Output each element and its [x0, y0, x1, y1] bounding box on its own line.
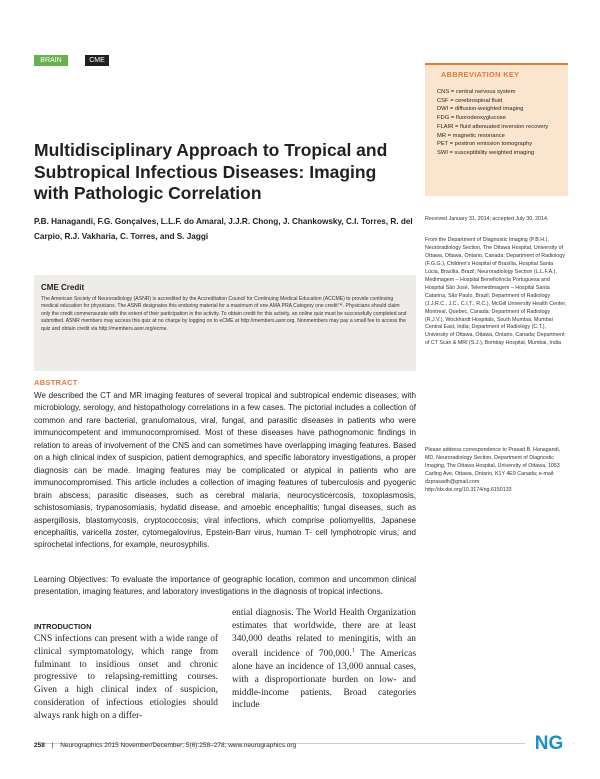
footer-citation: Neurographics 2015 November/December; 5(6):258–278; www.neurographics.org [60, 742, 297, 749]
cme-credit-box [34, 275, 416, 371]
abstract-heading: ABSTRACT [34, 378, 78, 387]
logo-text: NG [534, 733, 564, 753]
doi-link[interactable]: http://dx.doi.org/10.3174/ng.6150133 [425, 486, 512, 493]
intro-column-2 [232, 607, 416, 712]
abbreviation-item: CNS = central nervous system [437, 89, 516, 95]
received-dates: Received January 31, 2014; accepted July 30, 2014. [425, 216, 549, 222]
abbreviation-key-box [425, 63, 568, 196]
introduction-heading: INTRODUCTION [34, 622, 92, 631]
intro-col2-text-a: ential diagnosis. The World Health Organization estimates that worldwide, there are at least 340,000 deaths related to meningitis, with an overall incidence of 700,000. [232, 608, 416, 660]
abbreviation-list [425, 79, 568, 158]
abbreviation-item: MR = magnetic resonance [437, 132, 505, 139]
cme-credit-title: CME Credit [41, 283, 85, 292]
abbreviation-item: PET = positron emission tomography [437, 141, 533, 148]
abbreviation-item: CSF = cerebrospinal fluid [437, 97, 503, 104]
correspondence-block [425, 447, 567, 495]
abbreviation-item: FDG = fluorodeoxyglucose [437, 115, 506, 122]
abbreviation-key-heading: ABBREVIATION KEY [441, 70, 520, 79]
cme-tag: CME [85, 55, 109, 66]
correspondence-text: Please address correspondence to Prasad B. Hanagandi, MD, Neuroradiology Section, Department of Diagnostic Imaging, The Ottawa Hospital, University of Ottawa, 1053 Carling Ave, Ottawa, Ontario, K1Y 4E9 Canada; e-mail: dzprasadh@gmail.com [425, 447, 561, 485]
author-list: P.B. Hanagandi, F.G. Gonçalves, L.L.F. do Amaral, J.J.R. Chong, J. Chankowsky, C.I. Torres, R. del Carpio, R.J. Vakharia, C. Torres, and S. Jaggi [34, 217, 413, 241]
learning-objectives: Learning Objectives: To evaluate the importance of geographic location, common and uncommon clinical presentation, imaging features, and laboratory investigations in the diagnosis of tropical infections. [34, 575, 416, 597]
abbreviation-item: SWI = susceptibility weighted imaging [437, 149, 535, 156]
citation-superscript: 1 [351, 648, 355, 655]
abbreviation-item: FLAIR = fluid attenuated inversion recovery [437, 123, 549, 130]
brain-tag: BRAIN [34, 55, 68, 66]
intro-column-1: CNS infections can present with a wide range of clinical symptomatology, which range from fulminant to insidious onset and chronic progressive to relapsing-remitting courses. Given a high clinical index of suspicion, consideration of infectious etiologies should always rank high on a differ- [34, 634, 218, 721]
abbreviation-item: DWI = diffusion-weighted imaging [437, 106, 524, 113]
article-title: Multidisciplinary Approach to Tropical and Subtropical Infectious Diseases: Imaging with Pathologic Correlation [34, 140, 388, 203]
intro-col2-text-b: The Americas alone have an incidence of 13,000 annual cases, with a disproportionate burden on low- and middle-income patients. Broad categories include [232, 649, 416, 711]
page-number: 258 [34, 742, 45, 749]
abstract-text: We described the CT and MR imaging features of several tropical and subtropical endemic diseases, with microbiology, serology, and histopathology correlations in a few cases. The pictorial includes a collection of common and rare bacterial, granulomatous, viral, fungal, and parasitic diseases in patients who were immunocompetent and immunocompromised. Most of these diseases have pathognomonic findings in relation to areas of involvement of the CNS and can sometimes have overlapping imaging features. Based on a high clinical index of suspicion, patient demographics, and specific laboratory investigations, a proper diagnosis can be made. Imaging features may be complicated or atypical in patients who are immunocompromised. This article includes a collection of imaging features of tuberculosis and pyogenic brain abscess; parasitic diseases, such as cerebral malaria, neurocysticercosis, toxoplasmosis, schistosomiasis, trypanosomiasis, hydatid disease, and amoebic encephalitis; fungal diseases, such as aspergillosis, blastomycosis, cryptococcosis; viral infections, which comprise poliomyelitis, Japanese encephalitis, varicella zoster, cytomegalovirus, Epstein-Barr virus, human T- cell lymphotropic virus; and spirochetal infections, for example, neurosyphilis. [34, 391, 416, 550]
footer-separator: | [51, 742, 54, 749]
author-affiliations: From the Department of Diagnostic Imaging (P.B.H.), Neuroradiology Section, The Ottawa Hospital, University of Ottawa, Ottawa, Ontario, Canada; Department of Radiology (F.G.G.), Children's Hospital of Brasília, Hospital Santa Lúcia, Brasília, Brazil; Neuroradiology Section (L.L.F.A.), Medimagem – Hospital Beneficência Portuguesa and Hospital São José, Telemedimagem – Hospital Santa Catarina, São Paulo, Brazil; Department of Radiology (J.J.R.C., J.C., C.I.T., R.C.), McGill University Health Center, Montreal, Quebec, Canada; Department of Radiology (R.J.V.), Wockhardt Hospitals, South Mumbai, Mumbai Central East, India; Department of Radiology (C.T.), University of Ottawa, Ottawa, Ontario, Canada; Department of CT Scan & MRI (S.J.), Bombay Hospital, Mumbai, India [425, 237, 567, 347]
cme-credit-text: The American Society of Neuroradiology (ASNR) is accredited by the Accreditation Council for Continuing Medical Education (ACCME) to provide continuing medical education for physicians. The ASNR designates this enduring material for a maximum of one AMA PRA Category one credit™. Physicians should claim only the credit commensurate with the extent of their participation in the activity. To obtain credit for this activity, an online quiz must be successfully completed and submitted. ASNR members may access this quiz at no charge by logging on to eCME at http://members.asnr.org. Nonmembers may pay a small fee to access the quiz and obtain credit via http://members.asnr.org/ecme. [41, 296, 407, 332]
page-footer [34, 742, 296, 749]
neurographics-logo [525, 731, 573, 753]
